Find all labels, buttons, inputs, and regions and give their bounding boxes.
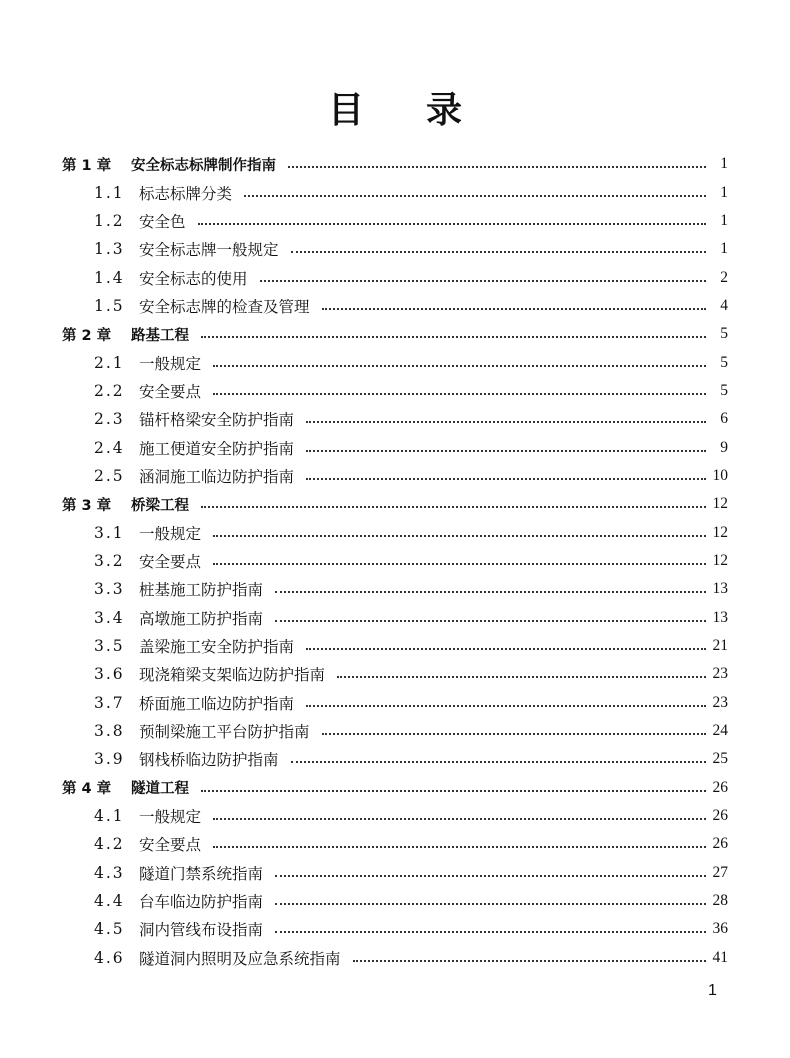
toc-chapter-entry[interactable]: [62, 320, 728, 348]
toc-entry-page-number: 26: [712, 778, 728, 796]
dot-leader: [291, 761, 706, 763]
toc-entry-page-number: 5: [720, 325, 728, 343]
toc-entry-number: 第 2 章: [62, 327, 112, 344]
toc-entry-number: 4.4: [94, 892, 125, 911]
toc-section-entry[interactable]: [62, 689, 728, 717]
toc-entry-title: 隧道洞内照明及应急系统指南: [139, 949, 341, 968]
toc-entry-number: 2.1: [94, 353, 125, 372]
toc-entry-page-number: 12: [712, 523, 728, 541]
toc-entry-title: 施工便道安全防护指南: [139, 439, 295, 458]
toc-entry-title: 路基工程: [131, 327, 189, 344]
dot-leader: [288, 166, 706, 168]
toc-chapter-entry[interactable]: [62, 490, 728, 518]
toc-section-entry[interactable]: [62, 745, 728, 773]
dot-leader: [260, 280, 706, 282]
toc-entry-title: 桥面施工临边防护指南: [139, 694, 295, 713]
toc-entry-number: 3.7: [94, 693, 125, 712]
toc-entry-number: 2.4: [94, 438, 125, 457]
dot-leader: [306, 478, 706, 480]
dot-leader: [353, 960, 706, 962]
toc-entry-number: 2.2: [94, 381, 125, 400]
toc-entry-title: 桩基施工防护指南: [139, 581, 264, 600]
toc-entry-title: 台车临边防护指南: [139, 893, 264, 912]
toc-section-entry[interactable]: [62, 859, 728, 887]
toc-entry-title: 桥梁工程: [131, 497, 189, 514]
toc-section-entry[interactable]: [62, 263, 728, 291]
dot-leader: [322, 733, 706, 735]
toc-section-entry[interactable]: [62, 802, 728, 830]
toc-section-entry[interactable]: [62, 604, 728, 632]
dot-leader: [291, 251, 706, 253]
toc-entry-page-number: 36: [712, 920, 728, 938]
toc-section-entry[interactable]: [62, 887, 728, 915]
toc-entry-title: 高墩施工防护指南: [139, 609, 264, 628]
toc-entry-page-number: 5: [720, 353, 728, 371]
toc-entry-page-number: 13: [712, 608, 728, 626]
toc-chapter-entry[interactable]: [62, 774, 728, 802]
dot-leader: [244, 195, 706, 197]
toc-entry-page-number: 13: [712, 580, 728, 598]
toc-entry-number: 3.2: [94, 551, 125, 570]
toc-entry-number: 1.3: [94, 240, 125, 259]
footer-page-number: 1: [708, 982, 717, 999]
toc-entry-title: 预制梁施工平台防护指南: [139, 723, 310, 742]
toc-entry-number: 4.5: [94, 920, 125, 939]
dot-leader: [201, 790, 706, 792]
toc-entry-title: 安全标志的使用: [139, 269, 248, 288]
dot-leader: [198, 223, 706, 225]
toc-entry-number: 3.9: [94, 750, 125, 769]
toc-section-entry[interactable]: [62, 830, 728, 858]
toc-entry-page-number: 1: [720, 211, 728, 229]
toc-section-entry[interactable]: [62, 915, 728, 943]
toc-entry-page-number: 23: [712, 693, 728, 711]
toc-entry-page-number: 2: [720, 268, 728, 286]
toc-entry-title: 安全标志标牌制作指南: [131, 157, 276, 174]
toc-entry-title: 隧道门禁系统指南: [139, 864, 264, 883]
toc-entry-title: 安全要点: [139, 382, 202, 401]
toc-entry-page-number: 10: [712, 466, 728, 484]
dot-leader: [275, 620, 706, 622]
toc-entry-title: 安全色: [139, 212, 186, 231]
toc-entry-number: 4.3: [94, 863, 125, 882]
toc-section-entry[interactable]: [62, 632, 728, 660]
toc-entry-page-number: 1: [720, 240, 728, 258]
toc-entry-page-number: 27: [712, 863, 728, 881]
toc-entry-title: 安全标志牌一般规定: [139, 241, 279, 260]
title-char-1: 目: [327, 89, 364, 131]
dot-leader: [275, 591, 706, 593]
toc-entry-page-number: 21: [712, 637, 728, 655]
toc-section-entry[interactable]: [62, 207, 728, 235]
dot-leader: [213, 535, 706, 537]
toc-entry-number: 3.5: [94, 637, 125, 656]
toc-entry-number: 1.4: [94, 268, 125, 287]
toc-entry-page-number: 24: [712, 722, 728, 740]
toc-entry-page-number: 1: [720, 155, 728, 173]
toc-entry-number: 4.1: [94, 807, 125, 826]
toc-section-entry[interactable]: [62, 178, 728, 206]
toc-entry-page-number: 26: [712, 807, 728, 825]
dot-leader: [213, 563, 706, 565]
toc-entry-title: 涵洞施工临边防护指南: [139, 467, 295, 486]
toc-entry-page-number: 28: [712, 892, 728, 910]
dot-leader: [306, 705, 706, 707]
dot-leader: [275, 903, 706, 905]
dot-leader: [213, 393, 706, 395]
toc-entry-number: 3.4: [94, 608, 125, 627]
toc-entry-number: 2.5: [94, 466, 125, 485]
toc-entry-title: 洞内管线布设指南: [139, 921, 264, 940]
toc-entry-number: 第 3 章: [62, 497, 112, 514]
toc-section-entry[interactable]: [62, 405, 728, 433]
toc-entry-number: 1.1: [94, 183, 125, 202]
toc-entry-number: 3.6: [94, 665, 125, 684]
toc-entry-page-number: 12: [712, 551, 728, 569]
toc-section-entry[interactable]: [62, 235, 728, 263]
dot-leader: [337, 676, 706, 678]
table-of-contents: [62, 150, 728, 972]
dot-leader: [213, 846, 706, 848]
dot-leader: [201, 336, 706, 338]
toc-entry-number: 第 1 章: [62, 157, 112, 174]
toc-entry-number: 1.5: [94, 296, 125, 315]
toc-entry-title: 一般规定: [139, 354, 202, 373]
toc-section-entry[interactable]: [62, 518, 728, 546]
toc-section-entry[interactable]: [62, 944, 728, 972]
toc-section-entry[interactable]: [62, 462, 728, 490]
dot-leader: [275, 875, 706, 877]
toc-entry-number: 3.1: [94, 523, 125, 542]
toc-entry-title: 隧道工程: [131, 781, 189, 798]
dot-leader: [322, 308, 706, 310]
toc-entry-page-number: 4: [720, 296, 728, 314]
toc-entry-number: 1.2: [94, 211, 125, 230]
toc-entry-number: 3.8: [94, 722, 125, 741]
toc-section-entry[interactable]: [62, 575, 728, 603]
toc-entry-page-number: 26: [712, 835, 728, 853]
toc-entry-title: 标志标牌分类: [139, 184, 233, 203]
toc-section-entry[interactable]: [62, 717, 728, 745]
dot-leader: [306, 648, 706, 650]
page-title: [0, 82, 790, 133]
toc-entry-page-number: 41: [712, 948, 728, 966]
toc-entry-title: 安全标志牌的检查及管理: [139, 297, 310, 316]
toc-entry-number: 4.2: [94, 835, 125, 854]
toc-entry-title: 一般规定: [139, 524, 202, 543]
toc-entry-page-number: 6: [720, 410, 728, 428]
dot-leader: [306, 450, 706, 452]
toc-entry-page-number: 1: [720, 183, 728, 201]
toc-entry-number: 第 4 章: [62, 781, 112, 798]
toc-section-entry[interactable]: [62, 377, 728, 405]
dot-leader: [213, 818, 706, 820]
toc-section-entry[interactable]: [62, 292, 728, 320]
toc-entry-title: 盖梁施工安全防护指南: [139, 638, 295, 657]
toc-entry-page-number: 12: [712, 495, 728, 513]
dot-leader: [213, 365, 706, 367]
toc-entry-number: 4.6: [94, 948, 125, 967]
toc-entry-page-number: 23: [712, 665, 728, 683]
toc-entry-title: 安全要点: [139, 836, 202, 855]
toc-section-entry[interactable]: [62, 433, 728, 461]
toc-section-entry[interactable]: [62, 547, 728, 575]
dot-leader: [275, 931, 706, 933]
toc-chapter-entry[interactable]: [62, 150, 728, 178]
toc-entry-title: 钢栈桥临边防护指南: [139, 751, 279, 770]
toc-entry-title: 一般规定: [139, 808, 202, 827]
toc-entry-title: 现浇箱梁支架临边防护指南: [139, 666, 326, 685]
toc-section-entry[interactable]: [62, 660, 728, 688]
toc-section-entry[interactable]: [62, 348, 728, 376]
dot-leader: [201, 506, 706, 508]
toc-entry-title: 安全要点: [139, 552, 202, 571]
toc-entry-page-number: 9: [720, 438, 728, 456]
toc-entry-title: 锚杆格梁安全防护指南: [139, 411, 295, 430]
dot-leader: [306, 421, 706, 423]
toc-entry-number: 3.3: [94, 580, 125, 599]
toc-entry-page-number: 5: [720, 381, 728, 399]
toc-entry-number: 2.3: [94, 410, 125, 429]
title-char-2: 录: [426, 89, 463, 131]
toc-entry-page-number: 25: [712, 750, 728, 768]
